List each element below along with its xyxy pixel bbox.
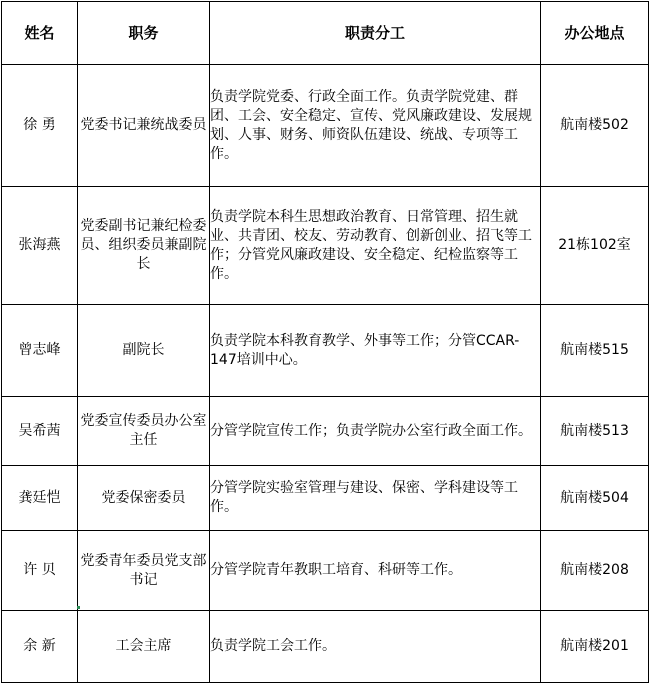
- cell-corner-mark: [77, 606, 80, 609]
- cell-role: 党委保密委员: [78, 466, 210, 531]
- table-header-row: [2, 2, 649, 65]
- cell-duty: 负责学院党委、行政全面工作。负责学院党建、群团、工会、安全稳定、宣传、党风廉政建设、发展规划、人事、财务、师资队伍建设、统战、专项等工作。: [210, 65, 541, 187]
- table-row: [2, 531, 649, 611]
- cell-office: 航南楼502: [541, 65, 649, 187]
- cell-name: 余 新: [2, 611, 78, 683]
- cell-role: 党委书记兼统战委员: [78, 65, 210, 187]
- cell-name: 徐 勇: [2, 65, 78, 187]
- cell-name: 龚廷恺: [2, 466, 78, 531]
- cell-office: 航南楼515: [541, 305, 649, 397]
- cell-role: 党委宣传委员办公室主任: [78, 397, 210, 466]
- cell-office: 航南楼513: [541, 397, 649, 466]
- cell-office: 21栋102室: [541, 187, 649, 305]
- header-role: 职务: [78, 2, 210, 65]
- table-row: [2, 611, 649, 683]
- header-office: 办公地点: [541, 2, 649, 65]
- header-duty: 职责分工: [210, 2, 541, 65]
- cell-office: 航南楼201: [541, 611, 649, 683]
- cell-name: 吴希茜: [2, 397, 78, 466]
- cell-duty: 负责学院工会工作。: [210, 611, 541, 683]
- cell-role: 副院长: [78, 305, 210, 397]
- table-row: [2, 466, 649, 531]
- cell-duty: 分管学院青年教职工培育、科研等工作。: [210, 531, 541, 611]
- table-row: [2, 187, 649, 305]
- cell-role: 工会主席: [78, 611, 210, 683]
- leadership-table: [1, 1, 649, 683]
- cell-name: 曾志峰: [2, 305, 78, 397]
- cell-name: 许 贝: [2, 531, 78, 611]
- cell-name: 张海燕: [2, 187, 78, 305]
- table-row: [2, 397, 649, 466]
- cell-duty: 分管学院宣传工作；负责学院办公室行政全面工作。: [210, 397, 541, 466]
- table-row: [2, 305, 649, 397]
- cell-role: 党委青年委员党支部书记: [78, 531, 210, 611]
- cell-role: 党委副书记兼纪检委员、组织委员兼副院长: [78, 187, 210, 305]
- header-name: 姓名: [2, 2, 78, 65]
- cell-office: 航南楼504: [541, 466, 649, 531]
- cell-office: 航南楼208: [541, 531, 649, 611]
- cell-duty: 负责学院本科生思想政治教育、日常管理、招生就业、共青团、校友、劳动教育、创新创业、招飞等工作；分管党风廉政建设、安全稳定、纪检监察等工作。: [210, 187, 541, 305]
- cell-duty: 分管学院实验室管理与建设、保密、学科建设等工作。: [210, 466, 541, 531]
- cell-duty: 负责学院本科教育教学、外事等工作；分管CCAR-147培训中心。: [210, 305, 541, 397]
- table-row: [2, 65, 649, 187]
